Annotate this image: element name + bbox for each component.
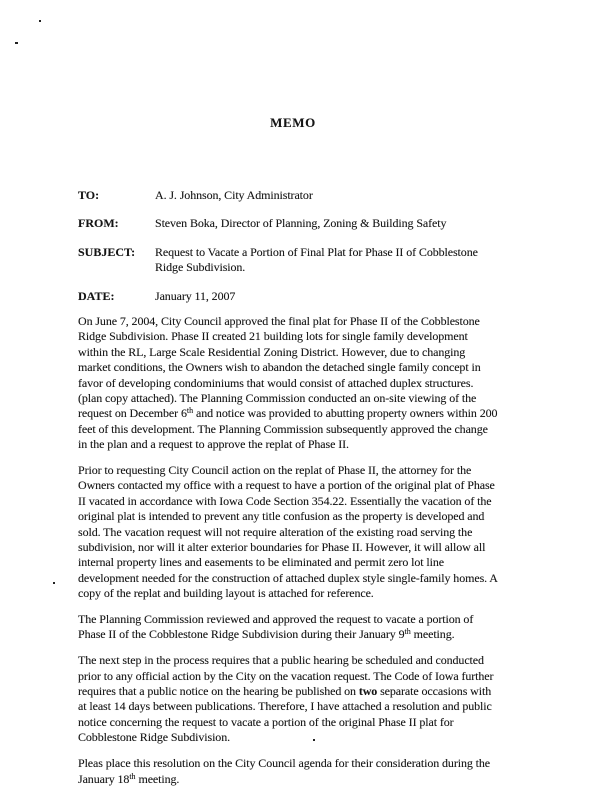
- text-line: Phase II of the Cobblestone Ridge Subdivision during their January 9th meeting.: [78, 627, 455, 642]
- text-line: favor of developing condominiums that would consist of attached duplex structures.: [78, 375, 474, 390]
- text-line: subdivision, nor will it alter exterior boundaries for Phase II. However, it will allow all: [78, 539, 486, 554]
- scan-speck: [53, 582, 55, 584]
- memo-body-text: [78, 314, 498, 797]
- text-line: in the plan and a request to approve the replat of Phase II.: [78, 437, 349, 452]
- text-line: copy of the replat and building layout is attached for reference.: [78, 586, 374, 601]
- text-line: Cobblestone Ridge Subdivision.: [78, 730, 231, 745]
- text-line: Steven Boka, Director of Planning, Zoning & Building Safety: [155, 216, 447, 231]
- text-line: feet of this development. The Planning Commission subsequently approved the change: [78, 421, 488, 436]
- text-line: Prior to requesting City Council action on the replat of Phase II, the attorney for the: [78, 463, 472, 478]
- header-label: TO:: [78, 188, 100, 202]
- header-value: [155, 216, 446, 231]
- paragraph-4: [78, 653, 498, 745]
- text-line: II vacated in accordance with Iowa Code Section 354.22. Essentially the vacation of the: [78, 493, 492, 508]
- text-line: internal property lines and easements to be eliminated and permit zero lot line: [78, 555, 444, 570]
- text-line: January 18th meeting.: [78, 771, 180, 786]
- text-line: market conditions, the Owners wish to abandon the detached single family concept in: [78, 360, 481, 375]
- header-value: [155, 188, 313, 203]
- memo-header: [78, 188, 478, 317]
- text-line: January 11, 2007: [155, 288, 236, 303]
- text-line: Ridge Subdivision. Phase II created 21 building lots for single family development: [78, 329, 468, 344]
- text-line: Owners contacted my office with a request to have a portion of the original plat of Phase: [78, 478, 495, 493]
- memo-title: MEMO: [270, 115, 316, 130]
- scan-speck: [15, 42, 18, 44]
- text-line: Pleas place this resolution on the City Council agenda for their consideration during the: [78, 756, 491, 771]
- text-line: requires that a public notice on the hearing be published on two separate occasions with: [78, 684, 492, 699]
- header-row-from: [78, 216, 478, 231]
- paragraph-2: [78, 463, 498, 602]
- paragraph-3: [78, 612, 498, 643]
- text-line: notice concerning the request to vacate a portion of the original Phase II plat for: [78, 714, 454, 729]
- text-line: On June 7, 2004, City Council approved the final plat for Phase II of the Cobblestone: [78, 314, 480, 328]
- text-line: original plat is intended to prevent any title confusion as the property is developed and: [78, 509, 485, 524]
- text-line: within the RL, Large Scale Residential Zoning District. However, due to changing: [78, 344, 466, 359]
- text-line: A. J. Johnson, City Administrator: [155, 188, 313, 202]
- text-line: (plan copy attached). The Planning Commission conducted an on-site viewing of the: [78, 390, 477, 405]
- header-label: FROM:: [78, 216, 119, 231]
- text-line: sold. The vacation request will not require alteration of the existing road serving the: [78, 524, 473, 539]
- header-label: SUBJECT:: [78, 244, 136, 259]
- text-line: Request to Vacate a Portion of Final Plat for Phase II of Cobblestone: [155, 244, 478, 259]
- header-row-date: [78, 289, 478, 304]
- header-row-to: [78, 188, 478, 203]
- header-label: DATE:: [78, 288, 115, 303]
- text-line: request on December 6th and notice was provided to abutting property owners within 200: [78, 406, 498, 421]
- text-line: Ridge Subdivision.: [155, 260, 246, 275]
- header-value: [155, 289, 235, 304]
- scan-speck: [39, 20, 41, 22]
- text-line: at least 14 days between publications. Therefore, I have attached a resolution and public: [78, 699, 492, 714]
- paragraph-1: [78, 314, 498, 453]
- header-row-subject: [78, 245, 478, 276]
- header-value: [155, 245, 478, 276]
- paragraph-5: [78, 756, 498, 787]
- text-line: The next step in the process requires that a public hearing be scheduled and conducted: [78, 653, 484, 668]
- text-line: The Planning Commission reviewed and approved the request to vacate a portion of: [78, 612, 474, 627]
- text-line: prior to any official action by the City on the vacation request. The Code of Iowa further: [78, 668, 494, 683]
- text-line: development needed for the construction of attached duplex style single-family homes. A: [78, 570, 498, 585]
